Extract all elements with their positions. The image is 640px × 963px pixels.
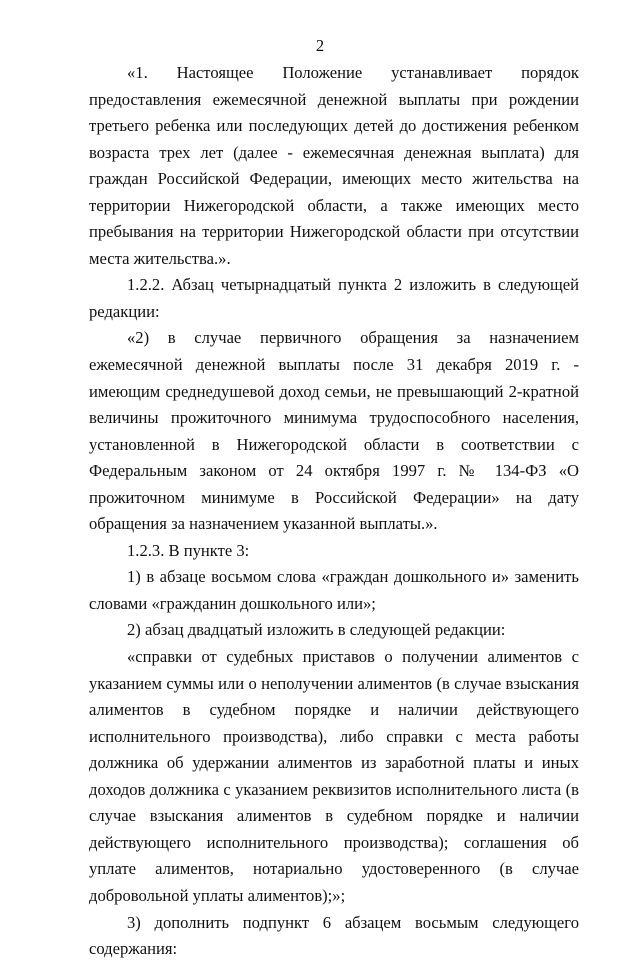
paragraph-subclause-2-text: «2) в случае первичного обращения за назначением ежемесячной денежной выплаты после 31 декабря 2019 г. - имеющим среднедушевой доход семьи, не превышающий 2-кратной величины прожиточного минимума трудоспособного населения, установленной в Нижегородской области в соответствии с Федеральным законом от 24 октября 1997 г. № 134-ФЗ «О прожиточном минимуме в Российской Федерации» на дату обращения за назначением указанной выплаты.». [89, 328, 579, 534]
page-number: 2 [315, 36, 325, 55]
paragraph-subitem-3: 3) дополнить подпункт 6 абзацем восьмым следующего содержания: [89, 912, 579, 959]
paragraph-certificates-text: «справки от судебных приставов о получении алиментов с указанием суммы или о неполучении алиментов (в случае взыскания алиментов в судебном порядке и наличии действующего исполнительного производства), либо справки с места работы должника об удержании алиментов из заработной платы и иных доходов должника с указанием реквизитов исполнительного листа (в случае взыскания алиментов в судебном порядке и наличии действующего исполнительного производства); соглашения об уплате алиментов, нотариально удостоверенного (в случае добровольной уплаты алиментов);»; [89, 647, 579, 905]
paragraph-item-1-2-3: 1.2.3. В пункте 3: [127, 540, 250, 560]
paragraph-item-1-2-2: 1.2.2. Абзац четырнадцатый пункта 2 изложить в следующей редакции: [89, 275, 579, 321]
document-body [89, 60, 579, 963]
paragraph-subitem-2: 2) абзац двадцатый изложить в следующей редакции: [127, 620, 506, 640]
paragraph-subitem-1: 1) в абзаце восьмом слова «граждан дошкольного и» заменить словами «гражданин дошкольного или»; [89, 567, 579, 613]
paragraph-clause-1-text: «1. Настоящее Положение устанавливает порядок предоставления ежемесячной денежной выплаты при рождении третьего ребенка или последующих детей до достижения ребенком возраста трех лет (далее - ежемесячная денежная выплата) для граждан Российской Федерации, имеющих место жительства на территории Нижегородской области, а также имеющих место пребывания на территории Нижегородской области при отсутствии места жительства.». [89, 63, 579, 268]
